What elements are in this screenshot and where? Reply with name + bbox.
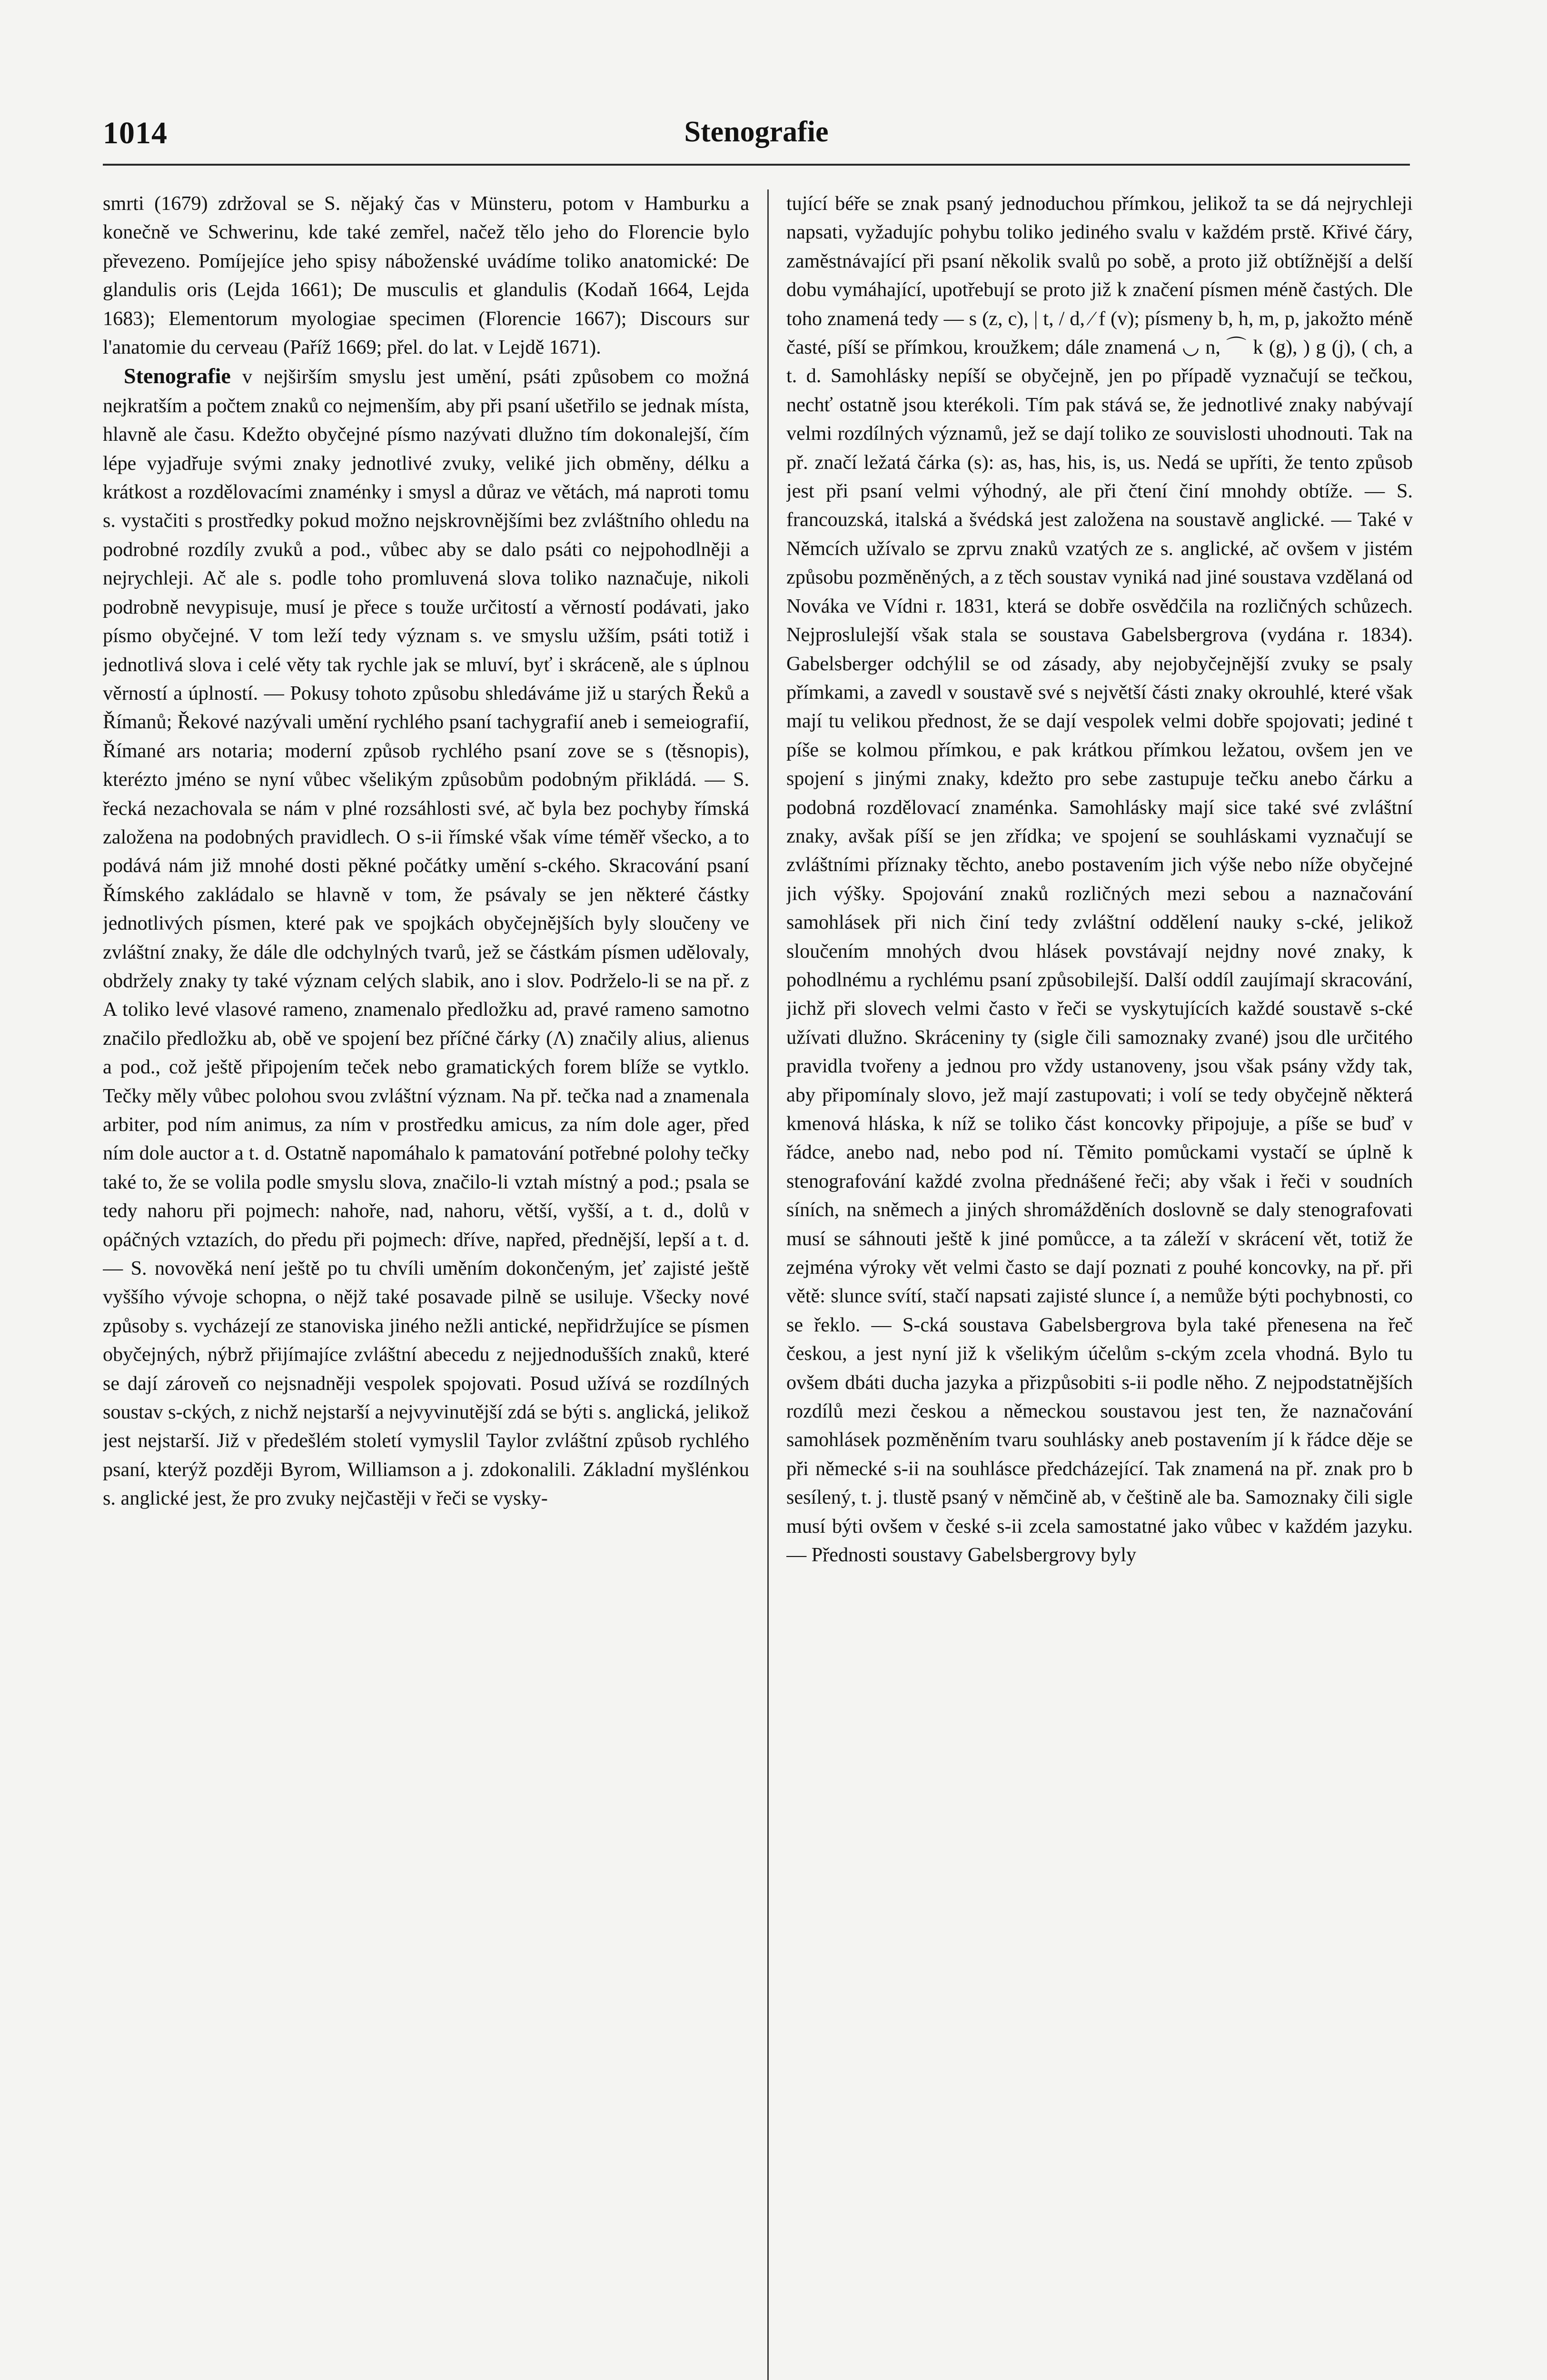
paragraph-steno-continuation: smrti (1679) zdržoval se S. nějaký čas v Münsteru, potom v Hamburku a konečně ve Schwerinu, kde také zemřel, načež tělo jeho do Florencie bylo převezeno. Pomíjejíce jeho spisy náboženské uvádíme toliko anatomické: De glandulis oris (Lejda 1661); De musculis et glandulis (Kodaň 1664, Lejda 1683); Elementorum myologiae specimen (Florencie 1667); Discours sur l'anatomie du cerveau (Paříž 1669; přel. do lat. v Lejdě 1671). (103, 192, 749, 359)
header-rule (103, 164, 1410, 166)
paragraph-stenografie-entry (103, 362, 749, 1513)
paragraph-right-continuation: tující béře se znak psaný jednoduchou přímkou, jelikož ta se dá nejrychleji napsati, vyžadujíc pohybu toliko jediného svalu v každém prstě. Křivé čáry, zaměstnávající při psaní několik svalů po sobě, a proto již obtížnější a delší dobu vymáhající, upotřebují se proto již k značení písmen méně častých. Dle toho znamená tedy — s (z, c), | t, / d, ⁄ f (v); písmeny b, h, m, p, jakožto méně časté, píší se přímkou, kroužkem; dále znamená ◡ n, ⌒ k (g), ) g (j), ( ch, a t. d. Samohlásky nepíší se obyčejně, jen po případě vyznačují se tečkou, nechť ostatně jsou kterékoli. Tím pak stává se, že jednotlivé znaky nabývají velmi rozdílných významů, jež se dají toliko ze souvislosti uhodnouti. Tak na př. značí ležatá čárka (s): as, has, his, is, us. Nedá se upříti, že tento způsob jest při psaní velmi výhodný, ale při čtení činí mnohdy obtíže. — S. francouzská, italská a švédská jest založena na soustavě anglické. — Také v Němcích užívalo se zprvu znaků vzatých ze s. anglické, ač ovšem v jistém způsobu pozměněných, a z těch soustav vyniká nad jiné soustava vzdělaná od Nováka ve Vídni r. 1831, která se dobře osvědčila na rozličných schůzech. Nejproslulejší však stala se soustava Gabelsbergrova (vydána r. 1834). Gabelsberger odchýlil se od zásady, aby nejobyčejnější zvuky se psaly přímkami, a zavedl v soustavě své s největší části znaky okrouhlé, které však mají tu velikou přednost, že se dají vespolek velmi dobře spojovati; jediné t píše se kolmou přímkou, e pak krátkou přímkou ležatou, ovšem jen ve spojení s jinými znaky, kdežto pro sebe zastupuje tečku anebo čárku a podobná rozdělovací znaménka. Samohlásky mají sice také své zvláštní znaky, avšak píší se jen zřídka; ve spojení se souhláskami vyznačují se zvláštními příznaky těchto, anebo postavením jich výše nebo níže obyčejné jich výšky. Spojování znaků rozličných mezi sebou a naznačování samohlásek při nich činí tedy zvláštní oddělení nauky s-cké, jelikož sloučením mnohých dvou hlásek povstávají nejdny nové znaky, k pohodlnému a rychlému psaní způsobilejší. Další oddíl zaujímají skracování, jichž při slovech velmi často v řeči se vyskytujících každé soustavě s-cké užívati dlužno. Skráceniny ty (sigle čili samoznaky zvané) jsou dle určitého pravidla tvořeny a jednou pro vždy ustanoveny, jsou však psány vždy tak, aby připomínaly slovo, jež mají zastupovati; i volí se tedy obyčejně některá kmenová hláska, k níž se toliko část koncovky připojuje, a píše se buď v řádce, anebo nad, nebo pod ní. Těmito pomůckami vystačí se úplně k stenografování každé zvolna přednášené řeči; aby však i řeči v soudních síních, na sněmech a jiných shromážděních doslovně se daly stenografovati musí se sáhnouti ještě k jiné pomůcce, a ta záleží v skrácení vět, totiž že zejména výroky vět velmi často se dají poznati z pouhé koncovky, na př. při větě: slunce svítí, stačí napsati zajisté slunce í, a nemůže býti pochybnosti, co se řeklo. — S-cká soustava Gabelsbergrova byla také přenesena na řeč českou, a jest nyní již k všelikým účelům s-ckým zcela vhodná. Bylo tu ovšem dbáti ducha jazyka a přizpůsobiti s-ii podle něho. Z nejpodstatnějších rozdílů mezi českou a německou soustavou jest ten, že naznačování samohlásek pozměněním tvaru souhlásky aneb postavením jí k řádce děje se při německé s-ii na souhlásce předcházející. Tak znamená na př. znak pro b sesílený, t. j. tlustě psaný v němčině ab, v češtině ale ba. Samoznaky čili sigle musí býti ovšem v české s-ii zcela samostatné jako vůbec v každém jazyku. — Přednosti soustavy Gabelsbergrovy byly (786, 192, 1413, 1567)
entry-headword: Stenografie (124, 364, 231, 388)
entry-body-text: v nejširším smyslu jest umění, psáti způsobem co možná nejkratším a počtem znaků co nejmenším, aby při psaní ušetřilo se jednak místa, hlavně ale času. Kdežto obyčejné písmo nazývati dlužno tím dokonalejší, čím lépe vyjadřuje svými znaky jednotlivé zvuky, veliké jich obměny, délku a krátkost a rozdělovacími znaménky i smysl a důraz ve větách, má naproti tomu s. vystačiti s prostředky pokud možno nejskrovnějšími bez zvláštního ohledu na podrobné rozdíly zvuků a pod., vůbec aby se dalo psáti co nejpohodlněji a nejrychleji. Ač ale s. podle toho promluvená slova toliko naznačuje, nikoli podrobně nevypisuje, musí je přece s touže určitostí a věrností podávati, jako písmo obyčejné. V tom leží tedy význam s. ve smyslu užším, psáti totiž i jednotlivá slova i celé věty tak rychle jak se mluví, byť i skráceně, ale s úplnou věrností a úplností. — Pokusy tohoto způsobu shledáváme již u starých Řeků a Římanů; Řekové nazývali umění rychlého psaní tachygrafií aneb i semeiografií, Římané ars notaria; moderní způsob rychlého psaní zove se s (těsnopis), kterézto jméno se nyní vůbec všelikým způsobům podobným přikládá. — S. řecká nezachovala se nám v plné rozsáhlosti své, ač byla bez pochyby římská založena na podobných pravidlech. O s-ii římské však víme téměř všecko, a to podává nám již mnohé dosti pěkné počátky umění s-ckého. Skracování psaní Římského zakládalo se hlavně v tom, že psávaly se jen některé částky jednotlivých písmen, které pak ve spojkách obyčejnějších byly sloučeny ve zvláštní znaky, že dále dle odchylných tvarů, jež se částkám písmen udělovaly, obdržely znaky ty také význam celých slabik, ano i slov. Podrželo-li se na př. z A toliko levé vlasové rameno, znamenalo předložku ad, pravé rameno samotno značilo předložku ab, obě ve spojení bez příčné čárky (Λ) značily alius, alienus a pod., což ještě připojením teček nebo gramatických forem blíže se vytklo. Tečky měly vůbec polohou svou zvláštní význam. Na př. tečka nad a znamenala arbiter, pod ním animus, za ním v prostředku amicus, za ním dole ager, před ním dole auctor a t. d. Ostatně napomáhalo k pamatování potřebné polohy tečky také to, že se volila podle smyslu slova, značilo-li vztah místný a pod.; psala se tedy nahoru při pojmech: nahoře, nad, nahoru, větší, vyšší, a t. d., dolů v opáčných vztazích, do předu při pojmech: dříve, napřed, přednější, lepší a t. d. — S. novověká není ještě po tu chvíli uměním dokončeným, jeť zajisté ještě vyššího vývoje schopna, o nějž také posavade pilně se usiluje. Všecky nové způsoby s. vycházejí ze stanoviska jiného nežli antické, nepřidržujíce se písmen obyčejných, nýbrž přijímajíce zvláštní abecedu z nejjednodušších znaků, které se dají zároveň co nejsnadněji vespolek spojovati. Posud užívá se rozdílných soustav s-ckých, z nichž nejstarší a nejvyvinutější zdá se býti s. anglická, jelikož jest nejstarší. Již v předešlém století vymyslil Taylor zvláštní způsob rychlého psaní, kterýž později Byrom, Williamson a j. zdokonalili. Základní myšlénkou s. anglické jest, že pro zvuky nejčastěji v řeči se vysky- (103, 366, 749, 1510)
page-header (103, 115, 1410, 153)
left-column (103, 189, 749, 2380)
column-divider (767, 189, 769, 2380)
running-head: Stenografie (684, 116, 829, 148)
right-column (786, 189, 1413, 2380)
page-number: 1014 (103, 116, 168, 150)
